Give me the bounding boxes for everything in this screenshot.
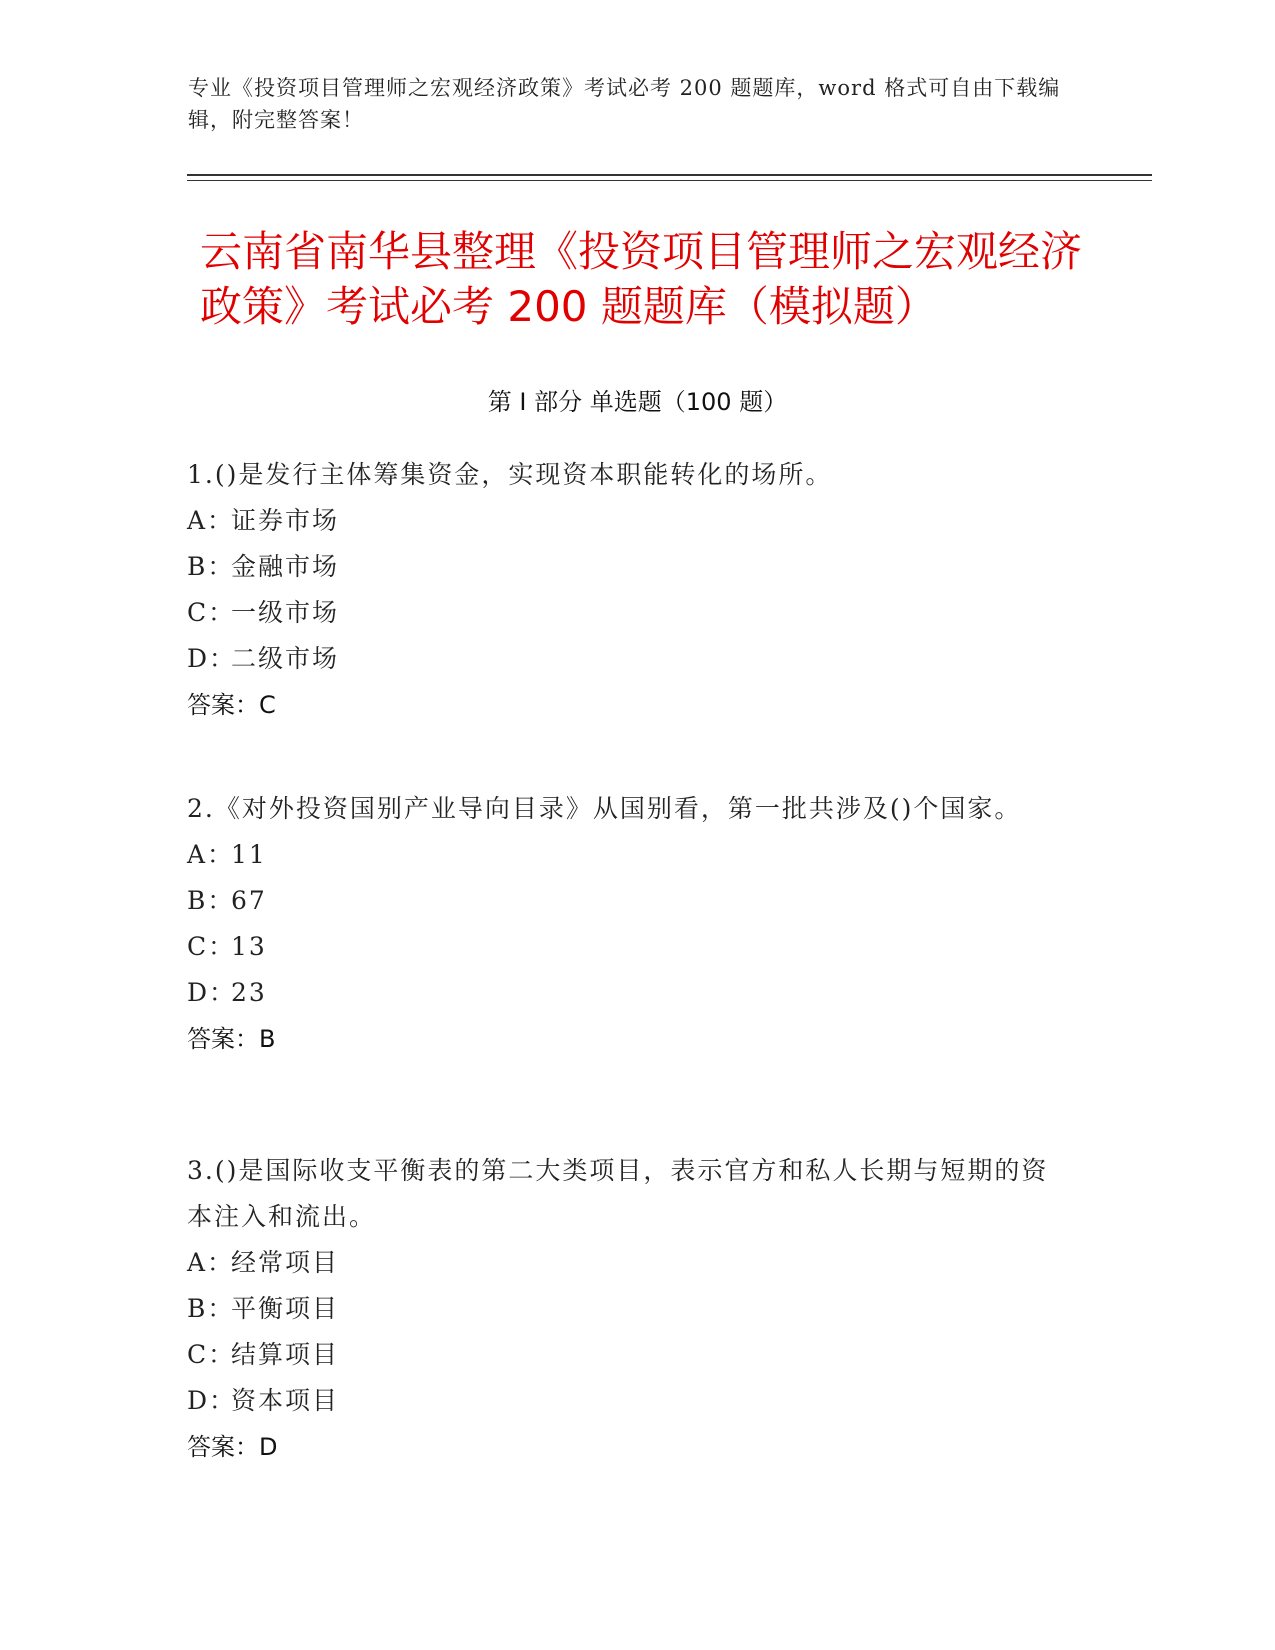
answer-line: 答案：D — [187, 1433, 278, 1461]
question-stem: 2.《对外投资国别产业导向目录》从国别看，第一批共涉及()个国家。 — [187, 794, 1022, 823]
answer-line: 答案：C — [187, 691, 276, 719]
option-c — [187, 1332, 1067, 1378]
option-key: A： — [187, 1248, 235, 1277]
option-d — [187, 970, 1067, 1016]
question-stem: 1.()是发行主体筹集资金，实现资本职能转化的场所。 — [187, 460, 833, 489]
option-text: 11 — [231, 840, 267, 869]
option-d — [187, 1378, 1067, 1424]
option-key: D： — [187, 1386, 237, 1415]
option-a — [187, 832, 1067, 878]
answer-line: 答案：B — [187, 1025, 276, 1053]
option-text: 13 — [231, 932, 267, 961]
option-text: 一级市场 — [231, 598, 340, 627]
option-key: B： — [187, 886, 235, 915]
option-key: D： — [187, 978, 237, 1007]
header-divider-thin — [187, 180, 1152, 181]
option-a — [187, 1240, 1067, 1286]
option-key: C： — [187, 598, 236, 627]
option-key: B： — [187, 552, 235, 581]
option-key: D： — [187, 644, 237, 673]
option-key: C： — [187, 932, 236, 961]
option-text: 67 — [231, 886, 267, 915]
option-text: 经常项目 — [231, 1248, 340, 1277]
option-b — [187, 878, 1067, 924]
option-text: 证券市场 — [231, 506, 340, 535]
option-c — [187, 924, 1067, 970]
question-2 — [187, 786, 1067, 1062]
option-text: 金融市场 — [231, 552, 340, 581]
section-heading: 第 I 部分 单选题（100 题） — [487, 388, 788, 416]
option-text: 平衡项目 — [231, 1294, 340, 1323]
option-d — [187, 636, 1067, 682]
option-key: C： — [187, 1340, 236, 1369]
option-key: A： — [187, 506, 235, 535]
question-1 — [187, 452, 1067, 728]
option-a — [187, 498, 1067, 544]
option-text: 23 — [231, 978, 267, 1007]
option-key: A： — [187, 840, 235, 869]
option-b — [187, 1286, 1067, 1332]
question-3 — [187, 1148, 1067, 1470]
option-b — [187, 544, 1067, 590]
option-text: 资本项目 — [231, 1386, 340, 1415]
header-note: 专业《投资项目管理师之宏观经济政策》考试必考 200 题题库，word 格式可自由下载编辑，附完整答案！ — [188, 76, 1061, 132]
question-stem: 3.()是国际收支平衡表的第二大类项目，表示官方和私人长期与短期的资本注入和流出。 — [187, 1156, 1049, 1231]
header-divider — [187, 174, 1152, 176]
document-title: 云南省南华县整理《投资项目管理师之宏观经济政策》考试必考 200 题题库（模拟题） — [200, 227, 1083, 331]
option-text: 二级市场 — [231, 644, 340, 673]
option-c — [187, 590, 1067, 636]
option-key: B： — [187, 1294, 235, 1323]
option-text: 结算项目 — [231, 1340, 340, 1369]
